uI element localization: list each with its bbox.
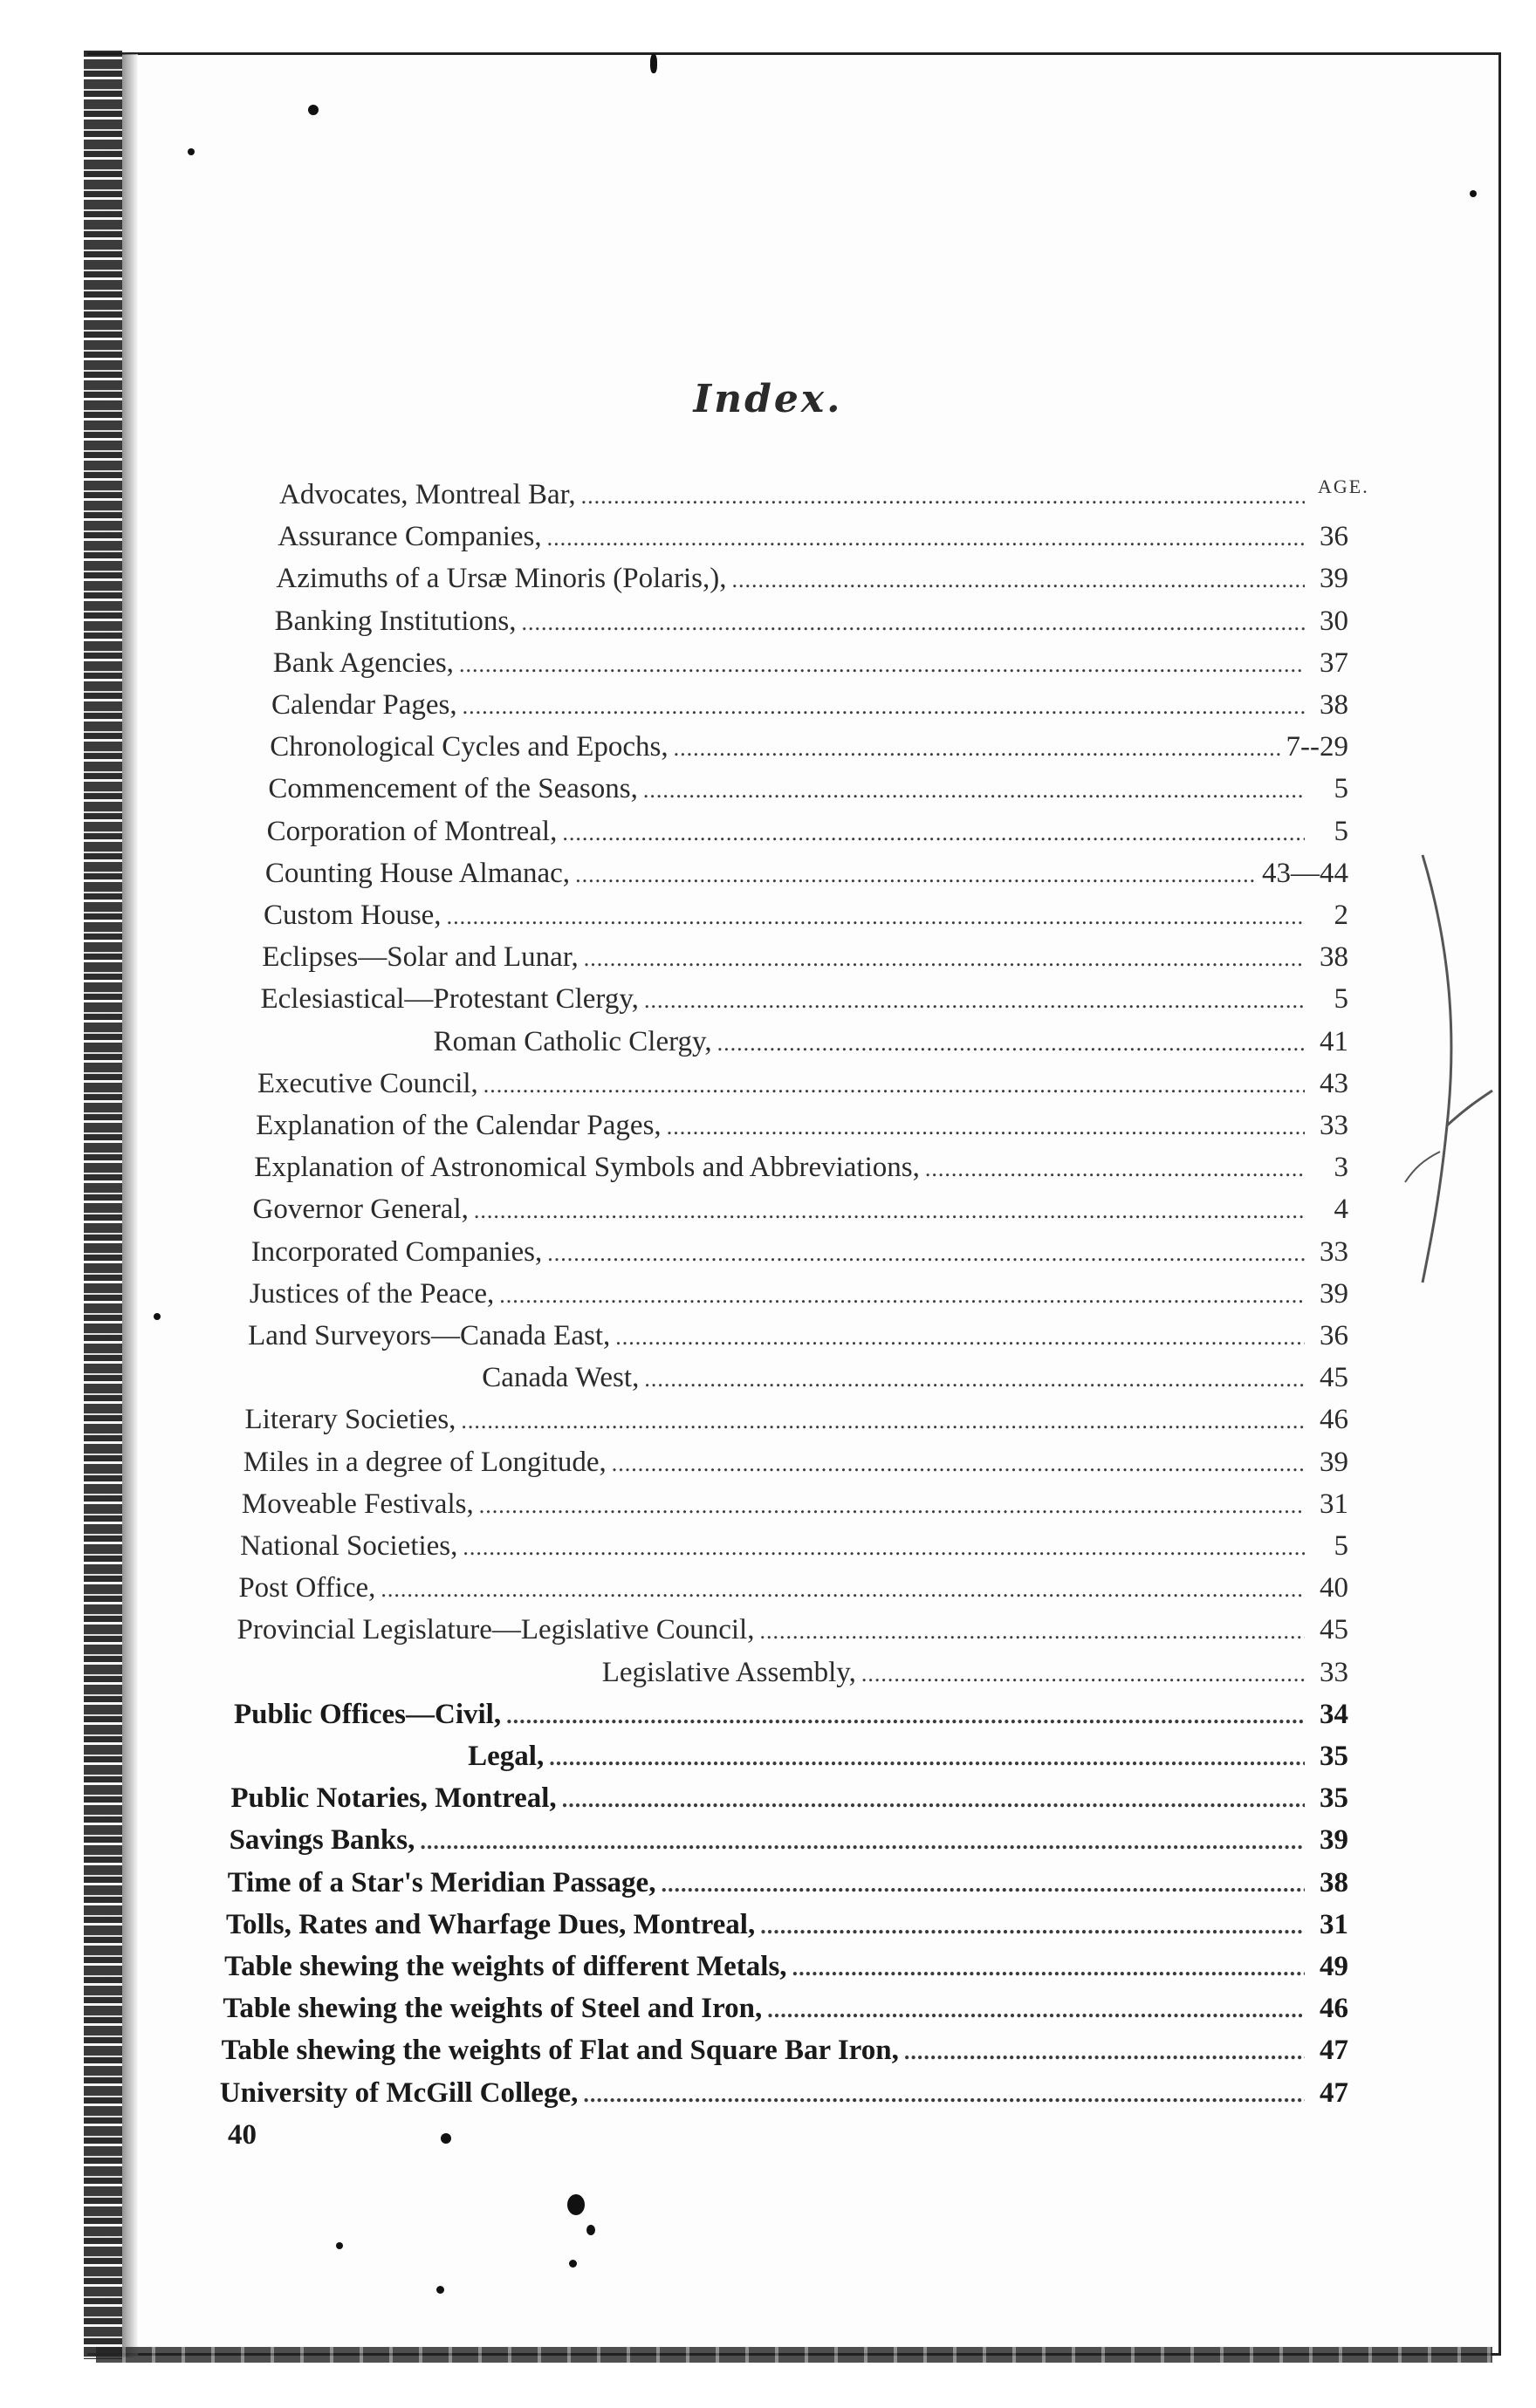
index-entry-label: Chronological Cycles and Epochs, <box>270 731 669 763</box>
index-entry-label: Calendar Pages, <box>271 689 457 721</box>
index-entry-label: Governor General, <box>252 1194 469 1226</box>
index-entry-label: Savings Banks, <box>229 1824 415 1857</box>
index-entry-page: 39 <box>1319 563 1348 595</box>
dot-leader <box>731 561 1305 599</box>
index-entry-label: Assurance Companies, <box>278 521 542 553</box>
index-entry <box>248 1317 1348 1355</box>
page-column-heading: AGE. <box>1318 475 1369 497</box>
index-entry <box>276 559 1348 598</box>
index-entry <box>230 1821 1348 1859</box>
index-entry-page: 47 <box>1319 2076 1348 2109</box>
index-entry-page: 5 <box>1334 983 1348 1016</box>
index-entry <box>218 2116 1348 2154</box>
dot-leader <box>583 2076 1305 2114</box>
index-entry-label: Explanation of the Calendar Pages, <box>256 1110 662 1141</box>
index-entry-label: Legislative Assembly, <box>601 1656 856 1688</box>
dot-leader <box>547 519 1305 558</box>
index-entry-page: 39 <box>1319 1824 1348 1857</box>
index-entry-label: Eclipses—Solar and Lunar, <box>262 941 579 974</box>
index-entry-page: 36 <box>1319 521 1348 553</box>
index-entry-label: Provincial Legislature—Legislative Council, <box>237 1614 755 1646</box>
index-entry <box>264 896 1348 934</box>
dot-leader <box>381 1570 1305 1609</box>
index-entry <box>226 1905 1348 1944</box>
index-entry-label: Corporation of Montreal, <box>266 815 558 847</box>
index-entry <box>257 1064 1348 1103</box>
index-entry-label: Commencement of the Seasons, <box>268 773 638 805</box>
dot-leader <box>615 1318 1305 1357</box>
index-entry <box>273 644 1348 682</box>
dot-leader <box>674 729 1281 768</box>
index-entry-page: 35 <box>1319 1741 1348 1772</box>
index-entry-page: 49 <box>1319 1951 1348 1982</box>
index-entry-label: University of McGill College, <box>219 2076 579 2109</box>
dot-leader <box>767 1991 1305 2029</box>
index-entry <box>240 1527 1348 1565</box>
dot-leader <box>420 1823 1305 1861</box>
index-entry <box>270 728 1348 766</box>
index-entry-page: 39 <box>1319 1277 1348 1310</box>
index-entry-label: Executive Council, <box>257 1067 478 1099</box>
index-entry-page: 33 <box>1319 1235 1348 1268</box>
index-entry-label: Advocates, Montreal Bar, <box>279 479 576 510</box>
index-entry <box>267 812 1348 851</box>
index-entry <box>243 1443 1348 1481</box>
dot-leader <box>759 1612 1305 1651</box>
index-entry <box>234 1695 1348 1734</box>
dot-leader <box>661 1865 1305 1904</box>
index-entry-page: 33 <box>1319 1110 1348 1141</box>
index-entry <box>275 602 1348 640</box>
index-entry <box>256 1106 1348 1145</box>
index-entry-label: Moveable Festivals, <box>241 1488 474 1520</box>
index-entry <box>230 1779 1348 1817</box>
index-entry-label: Incorporated Companies, <box>250 1235 543 1268</box>
index-entry <box>278 517 1348 556</box>
index-entry-page: 40 <box>228 2118 257 2151</box>
index-entry-page: 3 <box>1334 1152 1348 1184</box>
index-entry-page: 2 <box>1334 900 1348 931</box>
index-entry-label: Miles in a degree of Longitude, <box>243 1446 607 1478</box>
index-entry <box>250 1275 1348 1313</box>
index-entry-page: 46 <box>1319 1993 1348 2025</box>
dot-leader <box>760 1907 1305 1946</box>
index-entry <box>224 1947 1348 1986</box>
index-entry <box>265 854 1348 893</box>
dot-leader <box>547 1235 1305 1273</box>
index-entry <box>252 1190 1348 1228</box>
index-entry-page: 45 <box>1319 1362 1348 1394</box>
dot-leader <box>861 1655 1305 1693</box>
index-entry-label: Land Surveyors—Canada East, <box>248 1320 611 1351</box>
index-entry-label: Justices of the Peace, <box>249 1277 495 1310</box>
index-entry <box>222 2031 1348 2069</box>
index-entry <box>482 1358 1348 1397</box>
index-entry-label: Tolls, Rates and Wharfage Dues, Montreal, <box>225 1908 756 1940</box>
index-entry-label: Counting House Almanac, <box>264 857 571 889</box>
index-entry-page: 38 <box>1319 941 1348 974</box>
index-entry-label: Eclesiastical—Protestant Clergy, <box>260 983 639 1016</box>
index-entry-page: 34 <box>1319 1698 1348 1730</box>
dot-leader <box>575 856 1257 894</box>
index-entry-page: 5 <box>1334 1530 1348 1562</box>
index-entry-page: 37 <box>1319 646 1348 679</box>
dot-leader <box>904 2033 1305 2071</box>
index-entry-label: Bank Agencies, <box>272 646 454 679</box>
index-entry-page: 39 <box>1319 1446 1348 1478</box>
index-entry-page: 41 <box>1319 1025 1348 1057</box>
index-entry-label: Literary Societies, <box>244 1404 456 1436</box>
dot-leader <box>562 814 1305 852</box>
index-entry-page: 43 <box>1319 1067 1348 1099</box>
index-entry-label: Table shewing the weights of different Metals, <box>224 1951 787 1982</box>
index-entry <box>245 1400 1348 1439</box>
index-entry <box>254 1148 1348 1187</box>
index-entry-label: Time of a Star's Meridian Passage, <box>227 1866 656 1898</box>
index-entry <box>279 475 1348 514</box>
dot-leader <box>643 771 1305 810</box>
index-entry <box>434 1023 1348 1061</box>
dot-leader <box>461 1402 1305 1440</box>
index-entry-page: 46 <box>1319 1404 1348 1436</box>
index-entry-page: 31 <box>1319 1908 1348 1940</box>
index-entry <box>251 1233 1348 1271</box>
dot-leader <box>584 940 1305 978</box>
index-entry-label: Canada West, <box>482 1362 640 1394</box>
dot-leader <box>521 604 1305 642</box>
index-entry-page: 5 <box>1334 773 1348 805</box>
dot-leader <box>562 1781 1305 1819</box>
dot-leader <box>581 477 1305 516</box>
dot-leader <box>499 1276 1305 1315</box>
dot-leader <box>925 1150 1305 1188</box>
index-entry <box>260 980 1348 1018</box>
dot-leader <box>474 1192 1305 1230</box>
dot-leader <box>612 1445 1305 1483</box>
index-entry <box>268 770 1348 808</box>
index-entry <box>228 1864 1348 1902</box>
index-entry-page: 43—44 <box>1261 857 1348 889</box>
index-entry-page: 38 <box>1319 689 1348 721</box>
index-entry-page: 47 <box>1319 2035 1348 2067</box>
index-entry-label: Banking Institutions, <box>274 605 517 637</box>
index-entry-label: Custom House, <box>264 900 442 931</box>
index-entry-label: Roman Catholic Clergy, <box>433 1025 712 1057</box>
index-entry <box>223 1989 1348 2028</box>
page-title: Index. <box>693 377 843 421</box>
dot-leader <box>549 1739 1305 1777</box>
index-entry <box>237 1611 1348 1649</box>
index-entry-page: 30 <box>1319 605 1348 637</box>
dot-leader <box>644 982 1305 1020</box>
dot-leader <box>459 646 1305 684</box>
dot-leader <box>644 1360 1305 1399</box>
index-entry-page: 33 <box>1319 1656 1348 1688</box>
dot-leader <box>463 1529 1305 1567</box>
index-entry-label: Explanation of Astronomical Symbols and Abbreviations, <box>254 1152 920 1184</box>
index-entry <box>242 1485 1348 1523</box>
index-entry-page: 7--29 <box>1286 731 1348 763</box>
index-entry-page: 4 <box>1334 1194 1348 1226</box>
index-entry-label: Public Notaries, Montreal, <box>230 1782 557 1815</box>
dot-leader <box>447 898 1305 936</box>
index-entry-label: Table shewing the weights of Steel and Iron, <box>223 1993 763 2025</box>
index-entry <box>602 1653 1348 1692</box>
index-entry <box>271 686 1348 724</box>
index-entry-page: 38 <box>1319 1866 1348 1898</box>
dot-leader <box>667 1108 1305 1146</box>
index-entry-page: 36 <box>1319 1320 1348 1351</box>
index-entry-page: 5 <box>1334 815 1348 847</box>
index-entry-label: Public Offices—Civil, <box>233 1698 502 1730</box>
index-entry-page: 40 <box>1319 1572 1348 1604</box>
dot-leader <box>483 1066 1305 1105</box>
index-entry-page: 45 <box>1319 1614 1348 1646</box>
index-entry-label: National Societies, <box>240 1530 458 1562</box>
index-entry-label: Legal, <box>468 1741 545 1772</box>
dot-leader <box>463 688 1305 726</box>
index-entry-page: 35 <box>1319 1782 1348 1815</box>
index-entry-label: Post Office, <box>238 1572 376 1604</box>
index-entry <box>262 938 1348 976</box>
index-entry <box>468 1737 1348 1775</box>
index-entry <box>220 2074 1348 2112</box>
dot-leader <box>792 1949 1305 1987</box>
index-entry-label: Table shewing the weights of Flat and Square Bar Iron, <box>221 2035 899 2067</box>
index-entry-page: 31 <box>1319 1488 1348 1520</box>
index-entry-label: Azimuths of a Ursæ Minoris (Polaris,), <box>276 563 727 595</box>
dot-leader <box>479 1487 1305 1525</box>
dot-leader <box>506 1697 1305 1735</box>
dot-leader <box>717 1024 1305 1063</box>
index-entry <box>238 1569 1348 1607</box>
